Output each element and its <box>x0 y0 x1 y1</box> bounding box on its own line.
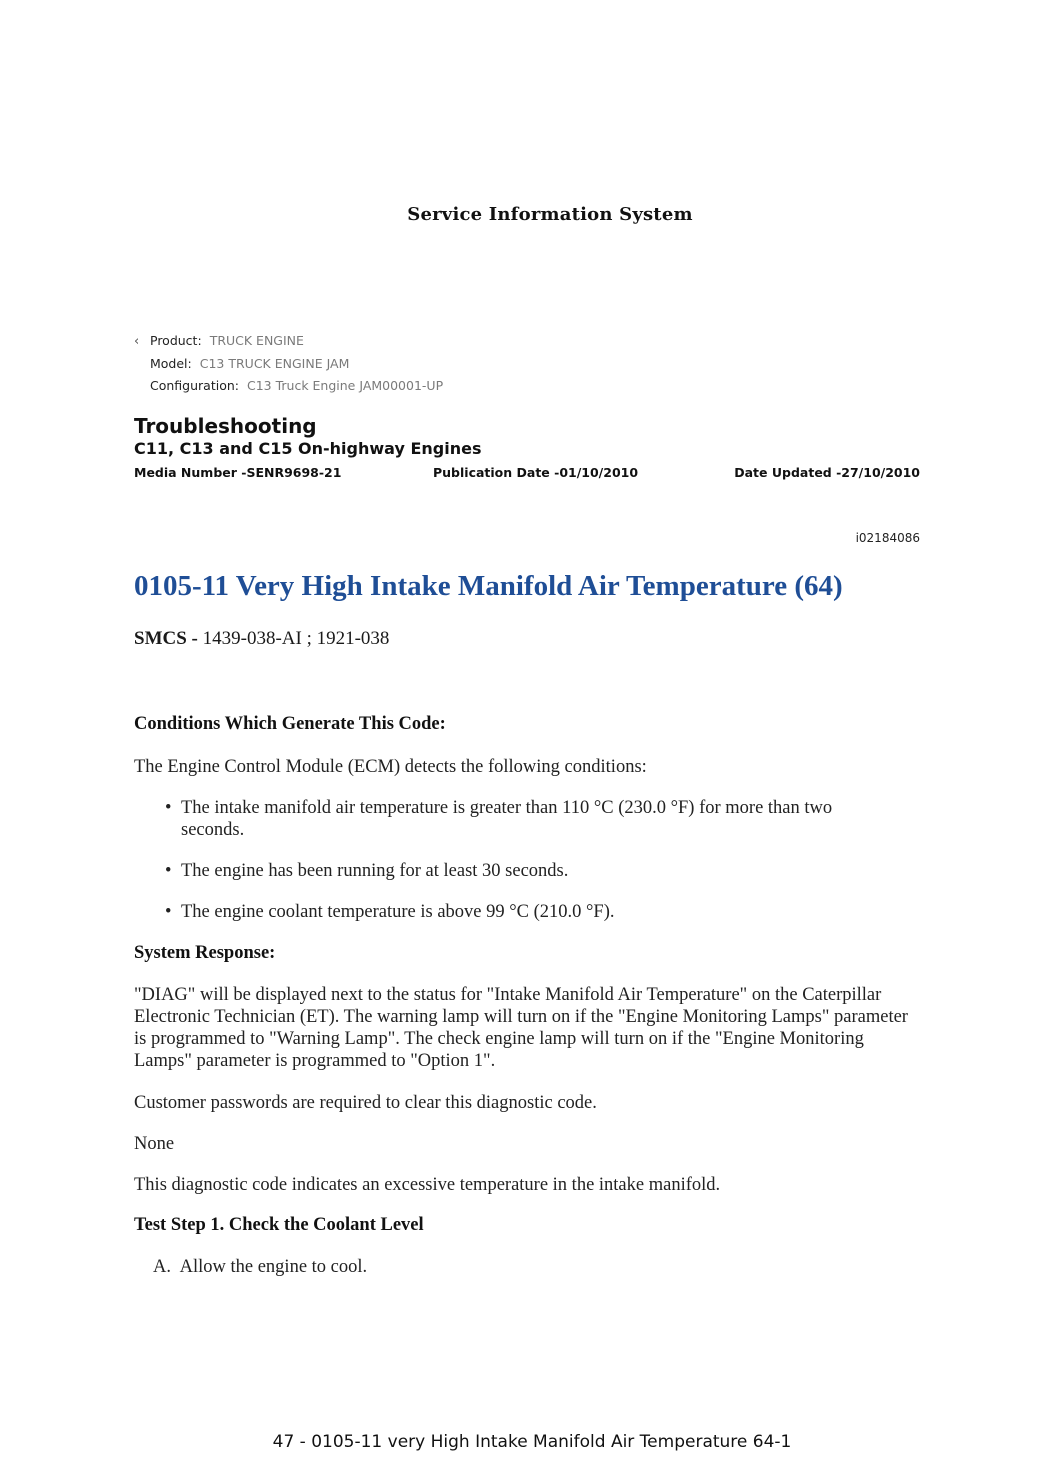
media-number: Media Number -SENR9698-21 <box>134 465 342 480</box>
conditions-heading: Conditions Which Generate This Code: <box>134 714 446 734</box>
configuration-value[interactable]: C13 Truck Engine JAM00001-UP <box>246 378 444 393</box>
smcs-value: 1439-038-AI ; 1921-038 <box>197 628 390 649</box>
date-updated: Date Updated -27/10/2010 <box>734 465 920 480</box>
list-item: • The intake manifold air temperature is greater than 110 °C (230.0 °F) for more than two seconds. <box>165 798 833 840</box>
article-heading: 0105-11 Very High Intake Manifold Air Temperature (64) <box>134 570 843 602</box>
test-step-heading: Test Step 1. Check the Coolant Level <box>134 1215 424 1235</box>
configuration-label: Configuration: <box>150 378 239 393</box>
system-response-text: "DIAG" will be displayed next to the status for "Intake Manifold Air Temperature" on the Caterpillar Electronic Technician (ET). The warning lamp will turn on if the "Engine Monitoring Lamps" parameter is programmed to "Warning Lamp". The check engine lamp will turn on if the "Engine Monitoring Lamps" parameter is programmed to "Option 1". <box>134 985 908 1071</box>
model-label: Model: <box>150 356 192 371</box>
step-letter: A. <box>153 1257 171 1277</box>
test-step-a <box>153 1256 367 1278</box>
product-breadcrumb <box>134 330 443 397</box>
smcs-label: SMCS - <box>134 628 198 649</box>
indicates-text: This diagnostic code indicates an excessive temperature in the intake manifold. <box>134 1175 721 1195</box>
none-text: None <box>134 1134 175 1154</box>
system-title: Service Information System <box>407 204 693 225</box>
smcs-code <box>134 628 389 650</box>
document-title: Troubleshooting <box>134 414 317 438</box>
step-text: Allow the engine to cool. <box>179 1257 368 1277</box>
product-label: Product: <box>150 333 202 348</box>
conditions-intro: The Engine Control Module (ECM) detects the following conditions: <box>134 757 647 777</box>
publication-date: Publication Date -01/10/2010 <box>433 465 639 480</box>
page-footer: 47 - 0105-11 very High Intake Manifold Air Temperature 64-1 <box>272 1432 792 1452</box>
model-value[interactable]: C13 TRUCK ENGINE JAM <box>199 356 350 371</box>
system-response-heading: System Response: <box>134 943 276 963</box>
conditions-list <box>134 797 874 922</box>
bullet-icon: • <box>165 798 172 818</box>
document-subtitle: C11, C13 and C15 On-highway Engines <box>134 439 482 458</box>
back-arrow-icon[interactable]: ‹ <box>134 334 140 349</box>
bullet-icon: • <box>165 902 172 922</box>
document-id: i02184086 <box>855 531 920 545</box>
passwords-text: Customer passwords are required to clear this diagnostic code. <box>134 1093 597 1113</box>
bullet-icon: • <box>165 861 172 881</box>
product-value[interactable]: TRUCK ENGINE <box>209 333 304 348</box>
list-item: • The engine coolant temperature is above 99 °C (210.0 °F). <box>165 902 615 922</box>
list-item: • The engine has been running for at least 30 seconds. <box>165 861 569 881</box>
